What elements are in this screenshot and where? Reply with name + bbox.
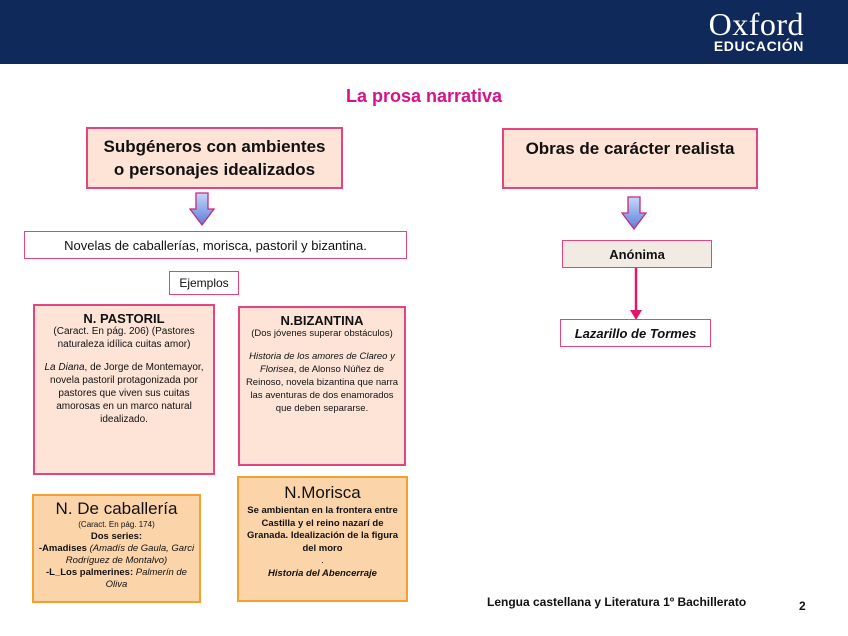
caballeria-series: Dos series: [90, 531, 143, 542]
morisca-title: N.Morisca [284, 483, 361, 502]
pastoril-description [40, 361, 208, 426]
bizantina-box [238, 306, 406, 466]
morisca-box [237, 476, 408, 602]
pastoril-work: La Diana [44, 362, 85, 373]
pastoril-subtitle: (Caract. En pág. 206) (Pastores naturaleza idílica cuitas amor) [53, 326, 195, 350]
oxford-logo-subtitle: EDUCACIÓN [713, 38, 804, 54]
subgeneros-line-2: o personajes idealizados [113, 160, 316, 179]
caballeria-series-1-label: -Amadises [38, 543, 87, 554]
caballeria-title: N. De caballería [55, 499, 178, 518]
obras-realistas-box: Obras de carácter realista [502, 128, 758, 189]
subgeneros-line-1: Subgéneros con ambientes [103, 137, 326, 156]
bizantina-title: N.BIZANTINA [280, 313, 364, 328]
anonima-box: Anónima [562, 240, 712, 268]
morisca-desc: Se ambientan en la frontera entre Castilla y el reino nazarí de Granada. Idealización de la figura del moro [247, 505, 398, 554]
oxford-logo: Oxford [708, 6, 804, 42]
pastoril-desc: , de Jorge de Montemayor, novela pastoril protagonizada por pastores que viven sus cuitas amorosas en un marco natural idealizado. [50, 362, 204, 425]
bizantina-subtitle: (Dos jóvenes superar obstáculos) [251, 328, 393, 339]
morisca-work: Historia del Abencerraje [268, 567, 377, 579]
page-number: 2 [799, 599, 806, 613]
page-title: La prosa narrativa [345, 86, 503, 106]
header-bar [0, 0, 848, 64]
caballeria-subtitle: (Caract. En pág. 174) [78, 520, 155, 529]
bizantina-desc: , de Alonso Núñez de Reinoso, novela bizantina que narra las aventuras de dos enamorados que deben separarse. [245, 364, 399, 414]
bizantina-description [245, 350, 399, 415]
morisca-dot: . [321, 555, 324, 566]
pastoril-box [33, 304, 215, 475]
pastoril-title: N. PASTORIL [83, 311, 165, 326]
footer-text: Lengua castellana y Literatura 1º Bachillerato [487, 595, 747, 609]
subgeneros-box [86, 127, 343, 189]
down-arrow-icon [621, 196, 647, 230]
ejemplos-box: Ejemplos [169, 271, 239, 295]
down-arrow-icon [189, 192, 215, 226]
novelas-box: Novelas de caballerías, morisca, pastoril y bizantina. [24, 231, 407, 259]
bizantina-work: Historia de los amores de Clareo y Florisea [249, 351, 395, 375]
lazarillo-box: Lazarillo de Tormes [560, 319, 711, 347]
caballeria-series-1-work: (Amadís de Gaula, Garci Rodríguez de Montalvo) [65, 543, 195, 566]
caballeria-series-2-label: -L_Los palmerines: [46, 567, 134, 578]
caballeria-series-2-work: Palmerín de Oliva [105, 567, 187, 590]
caballeria-box [32, 494, 201, 603]
